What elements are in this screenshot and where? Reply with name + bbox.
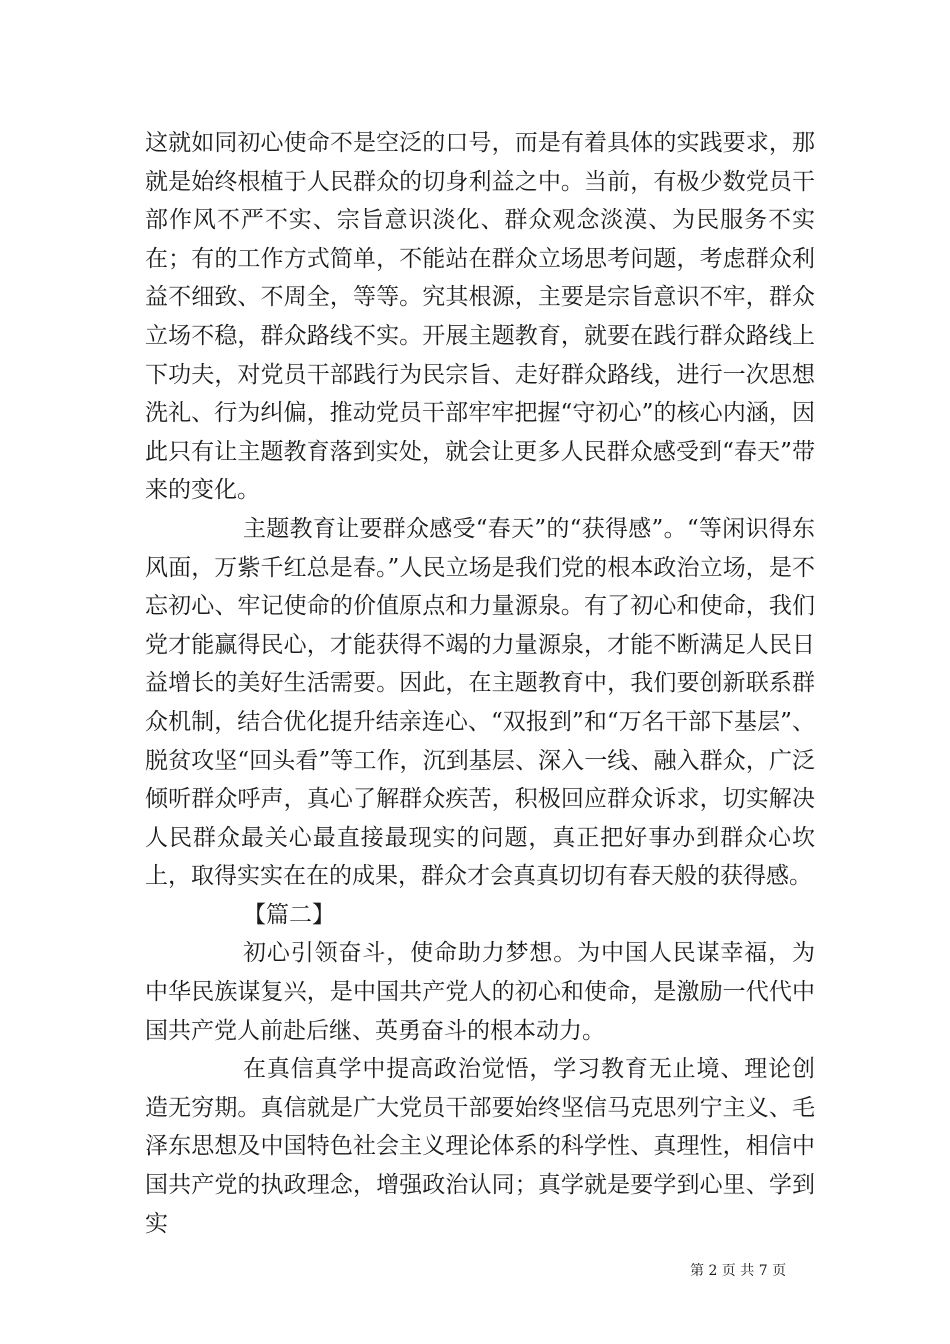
page-number-footer: 第 2 页 共 7 页 [690, 1263, 787, 1279]
paragraph-4: 在真信真学中提高政治觉悟，学习教育无止境、理论创造无穷期。真信就是广大党员干部要始终坚信马克思列宁主义、毛泽东思想及中国特色社会主义理论体系的科学性、真理性，相信中国共产党的执政理念，增强政治认同；真学就是要学到心里、学到实 [145, 1056, 815, 1237]
paragraph-1: 这就如同初心使命不是空泛的口号，而是有着具体的实践要求，那就是始终根植于人民群众的切身利益之中。当前，有极少数党员干部作风不严不实、宗旨意识淡化、群众观念淡漠、为民服务不实在；有的工作方式简单，不能站在群众立场思考问题，考虑群众利益不细致、不周全，等等。究其根源，主要是宗旨意识不牢，群众立场不稳，群众路线不实。开展主题教育，就要在践行群众路线上下功夫，对党员干部践行为民宗旨、走好群众路线，进行一次思想洗礼、行为纠偏，推动党员干部牢牢把握“守初心”的核心内涵，因此只有让主题教育落到实处，就会让更多人民群众感受到“春天”带来的变化。 [145, 130, 815, 504]
paragraph-3: 初心引领奋斗，使命助力梦想。为中国人民谋幸福，为中华民族谋复兴，是中国共产党人的初心和使命，是激励一代代中国共产党人前赴后继、英勇奋斗的根本动力。 [145, 940, 815, 1044]
paragraph-2: 主题教育让要群众感受“春天”的“获得感”。“等闲识得东风面，万紫千红总是春。”人民立场是我们党的根本政治立场，是不忘初心、牢记使命的价值原点和力量源泉。有了初心和使命，我们党才能赢得民心，才能获得不竭的力量源泉，才能不断满足人民日益增长的美好生活需要。因此，在主题教育中，我们要创新联系群众机制，结合优化提升结亲连心、“双报到”和“万名干部下基层”、脱贫攻坚“回头看”等工作，沉到基层、深入一线、融入群众，广泛倾听群众呼声，真心了解群众疾苦，积极回应群众诉求，切实解决人民群众最关心最直接最现实的问题，真正把好事办到群众心坎上，取得实实在在的成果，群众才会真真切切有春天般的获得感。 [145, 515, 815, 890]
section-heading-part-two: 【篇二】 [243, 901, 335, 928]
document-body [145, 124, 815, 1243]
